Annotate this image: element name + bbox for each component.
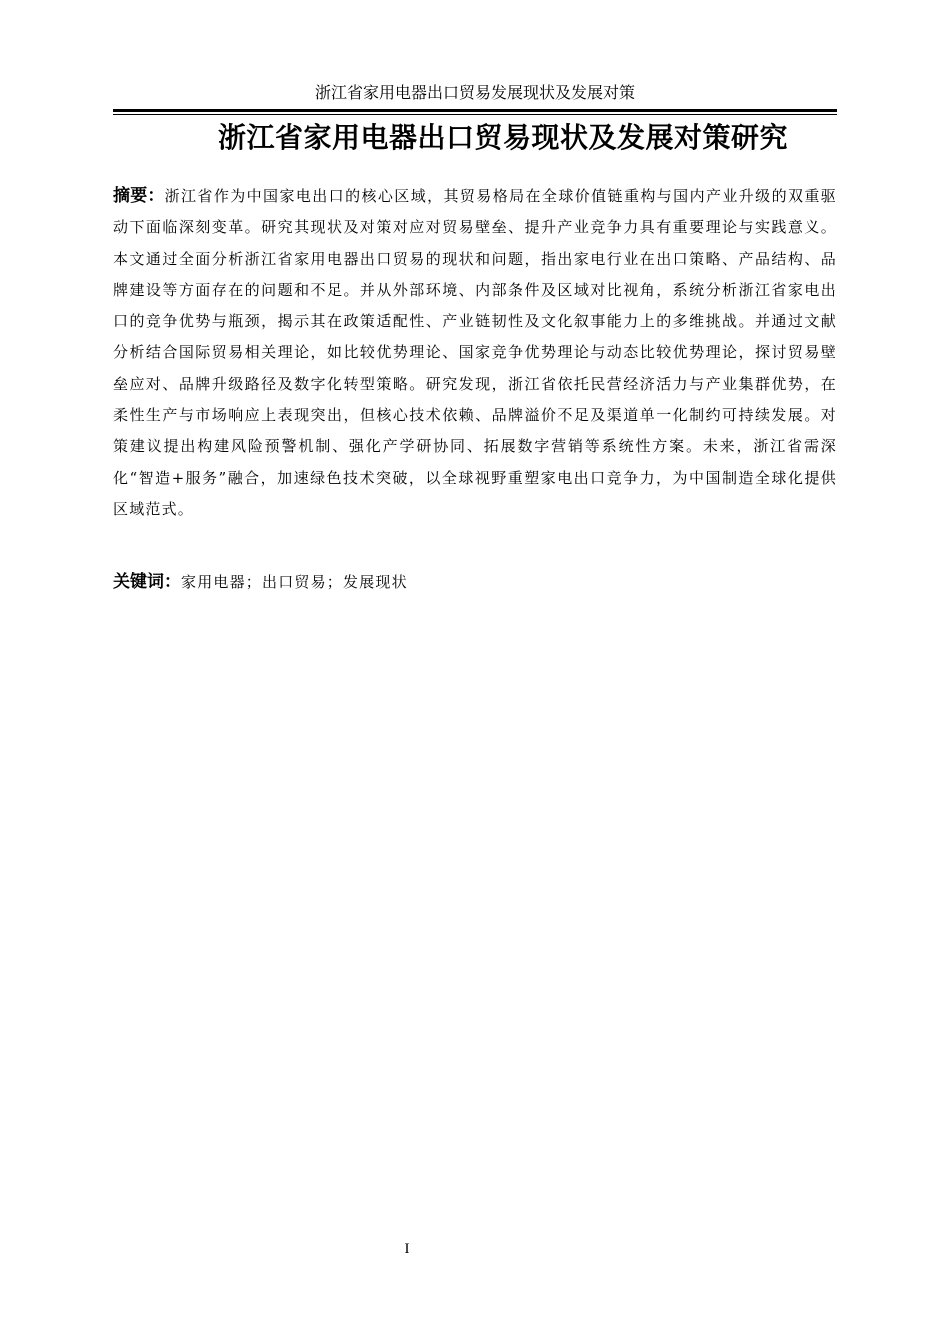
abstract-text: 浙江省作为中国家电出口的核心区域，其贸易格局在全球价值链重构与国内产业升级的双重驱动下面临深刻变革。研究其现状及对策对应对贸易壁垒、提升产业竞争力具有重要理论与实践意义。本文通过全面分析浙江省家用电器出口贸易的现状和问题，指出家电行业在出口策略、产品结构、品牌建设等方面存在的问题和不足。并从外部环境、内部条件及区域对比视角，系统分析浙江省家电出口的竞争优势与瓶颈，揭示其在政策适配性、产业链韧性及文化叙事能力上的多维挑战。并通过文献分析结合国际贸易相关理论，如比较优势理论、国家竞争优势理论与动态比较优势理论，探讨贸易壁垒应对、品牌升级路径及数字化转型策略。研究发现，浙江省依托民营经济活力与产业集群优势，在柔性生产与市场响应上表现突出，但核心技术依赖、品牌溢价不足及渠道单一化制约可持续发展。对策建议提出构建风险预警机制、强化产学研协同、拓展数字营销等系统性方案。未来，浙江省需深化“智造+服务”融合，加速绿色技术突破，以全球视野重塑家电出口竞争力，为中国制造全球化提供区域范式。 [113,187,837,518]
header-rule-thin [113,114,837,115]
header-rule-thick [113,109,837,112]
document-title: 浙江省家用电器出口贸易现状及发展对策研究 [217,121,788,154]
keywords-line [113,567,837,598]
page-number: I [404,1241,410,1257]
abstract-paragraph [113,181,837,525]
keywords-label: 关键词： [113,572,181,592]
abstract-label: 摘要： [113,186,165,206]
keywords-text: 家用电器；出口贸易；发展现状 [181,573,408,591]
running-header: 浙江省家用电器出口贸易发展现状及发展对策 [314,83,635,102]
